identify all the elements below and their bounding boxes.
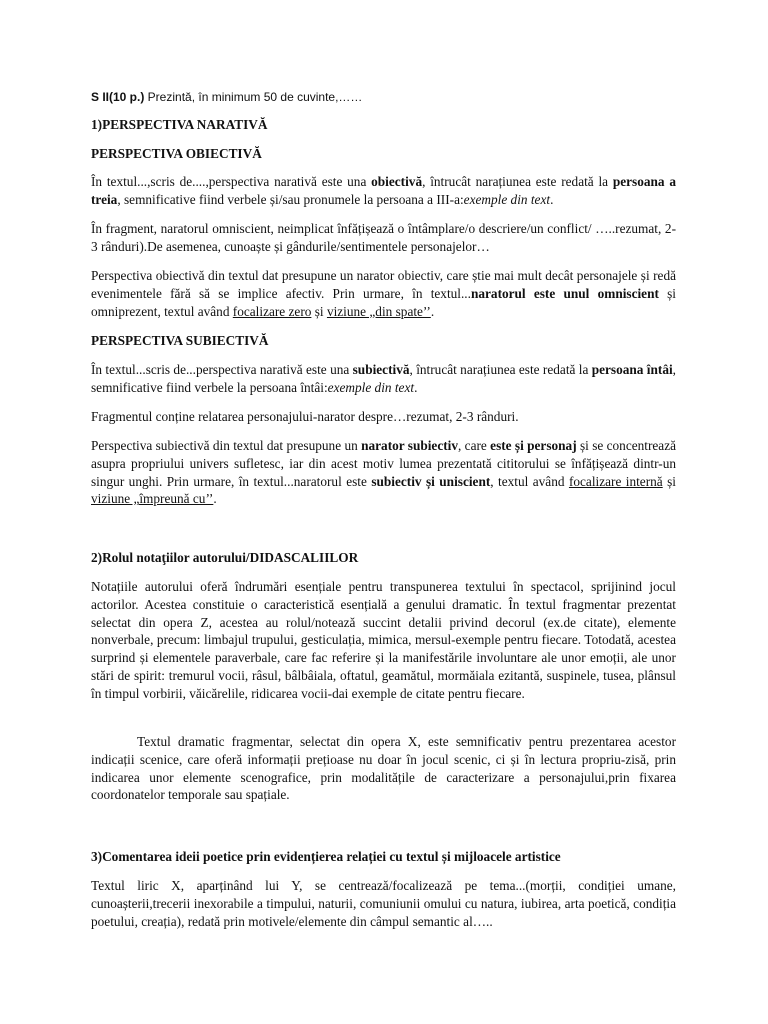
subjective-paragraph-3 xyxy=(91,437,676,508)
text-run: Perspectiva subiectivă din textul dat presupune un xyxy=(91,438,362,453)
italic-run: exemple din text xyxy=(327,379,415,395)
objective-paragraph-3 xyxy=(91,267,676,320)
didascalii-paragraph-1: Notațiile autorului oferă îndrumări esențiale pentru transpunerea textului în spectacol, sprijinind jocul actorilor. Acestea constituie o caracteristică esențială a genului dramatic. În textul fragmentar prezentat selectat din opera Z, acestea au rolul/notează succint detalii privind decorul (ex.de citate), elemente nonverbale, precum: limbajul trupului, gesticulația, mimica, mersul-exemple pentru fiecare. Totodată, acestea surprind și elementele paraverbale, care fac referire și la manifestările involuntare ale unor emoții, ale unor stări de spirit: tremurul vocii, râsul, bâlbâiala, oftatul, geamătul, mormăiala ezitantă, suspinele, tusea, plânsul în timpul vorbirii, văicărelile, ridicarea vocii-dai exemple de citate pentru fiecare. xyxy=(91,579,676,701)
bold-run: persoana întâi xyxy=(591,362,673,377)
subjective-title: PERSPECTIVA SUBIECTIVĂ xyxy=(91,333,269,348)
text-run: , textul având xyxy=(490,473,569,489)
text-run: În textul...,scris de....,perspectiva narativă este una xyxy=(91,174,372,189)
section-3-title: 3)Comentarea ideii poetice prin evidențierea relației cu textul și mijloacele artistice xyxy=(91,849,561,864)
text-run: . xyxy=(430,303,435,319)
bold-run: subiectivă xyxy=(352,362,410,377)
poetic-idea-paragraph: Textul liric X, aparținând lui Y, se centrează/focalizează pe tema...(morții, condiției umane, cunoașterii,trecerii inexorabile a timpului, naturii, comuniunii omului cu natura, iubirea, arta poetică, condiția poetului, creația), redată prin motivele/elemente din câmpul semantic al….. xyxy=(91,878,676,929)
text-run: și se concentrează asupra propriului univers sufletesc, iar din acest motiv lumea prezentată cititorului se înfățișează dintr-un singur unghi. Prin urmare, în textul...naratorul este xyxy=(91,438,677,489)
italic-run: exemple din text xyxy=(463,191,551,207)
objective-paragraph-2: În fragment, naratorul omniscient, neimplicat înfățișează o întâmplare/o descriere/un conflict/ …..rezumat, 2-3 rânduri).De asemenea, cunoaște și gândurile/sentimentele personajelor… xyxy=(91,221,676,254)
underlined-run: viziune „din spate’’ xyxy=(326,303,431,319)
didascalii-paragraph-2: Textul dramatic fragmentar, selectat din opera X, este semnificativ pentru prezentarea acestor indicații scenice, care oferă informații prețioase nu doar în jocul scenic, ci și în lectura propriu-zisă, prin indicarea unor elemente scenografice, prin modalitățile de caracterizare a personajului,prin fixarea coordonatelor temporale sau spațiale. xyxy=(91,734,676,803)
underlined-run: focalizare internă xyxy=(568,473,663,489)
objective-title: PERSPECTIVA OBIECTIVĂ xyxy=(91,146,262,161)
subject-label: S II(10 p.) xyxy=(91,90,145,104)
text-run: , întrucât narațiunea este redată la xyxy=(422,174,613,189)
text-run: și omniprezent, textul având xyxy=(91,285,676,319)
bold-run: este și personaj xyxy=(490,438,577,453)
text-run: , semnificative fiind verbele la persoana întâi: xyxy=(91,362,676,395)
text-run: și xyxy=(662,473,677,489)
text-run: , semnificative fiind verbele și/sau pronumele la persoana a III-a: xyxy=(117,191,464,207)
subject-header xyxy=(91,89,676,107)
bold-run: naratorul este unul omniscient xyxy=(470,285,659,301)
text-run: . xyxy=(213,491,217,507)
text-run: În textul...scris de...perspectiva narativă este una xyxy=(91,362,353,377)
bold-run: persoana a treia xyxy=(91,174,677,207)
text-run: . xyxy=(414,379,418,395)
underlined-run: viziune „împreună cu’’ xyxy=(91,491,214,507)
subject-instruction: Prezintă, în minimum 50 de cuvinte,…… xyxy=(144,90,363,104)
bold-run: subiectiv și uniscient xyxy=(371,473,491,489)
section-2-title: 2)Rolul notaţiilor autorului/DIDASCALIILOR xyxy=(91,550,359,565)
text-run: Perspectiva obiectivă din textul dat presupune un narator obiectiv, care știe mai mult decât personajele și redă evenimentele fără să se implice afectiv. Prin urmare, în textul... xyxy=(91,268,676,301)
text-run: . xyxy=(550,191,554,207)
subjective-paragraph-1 xyxy=(91,361,676,397)
bold-run: narator subiectiv xyxy=(361,438,459,453)
underlined-run: focalizare zero xyxy=(232,303,312,319)
text-run: , întrucât narațiunea este redată la xyxy=(409,362,592,377)
text-run: , care xyxy=(458,438,491,453)
section-1-title: 1)PERSPECTIVA NARATIVĂ xyxy=(91,117,268,132)
subjective-paragraph-2: Fragmentul conține relatarea personajului-narator despre…rezumat, 2-3 rânduri. xyxy=(91,409,519,424)
bold-run: obiectivă xyxy=(371,174,423,189)
objective-paragraph-1 xyxy=(91,173,676,209)
text-run: și xyxy=(311,303,327,319)
